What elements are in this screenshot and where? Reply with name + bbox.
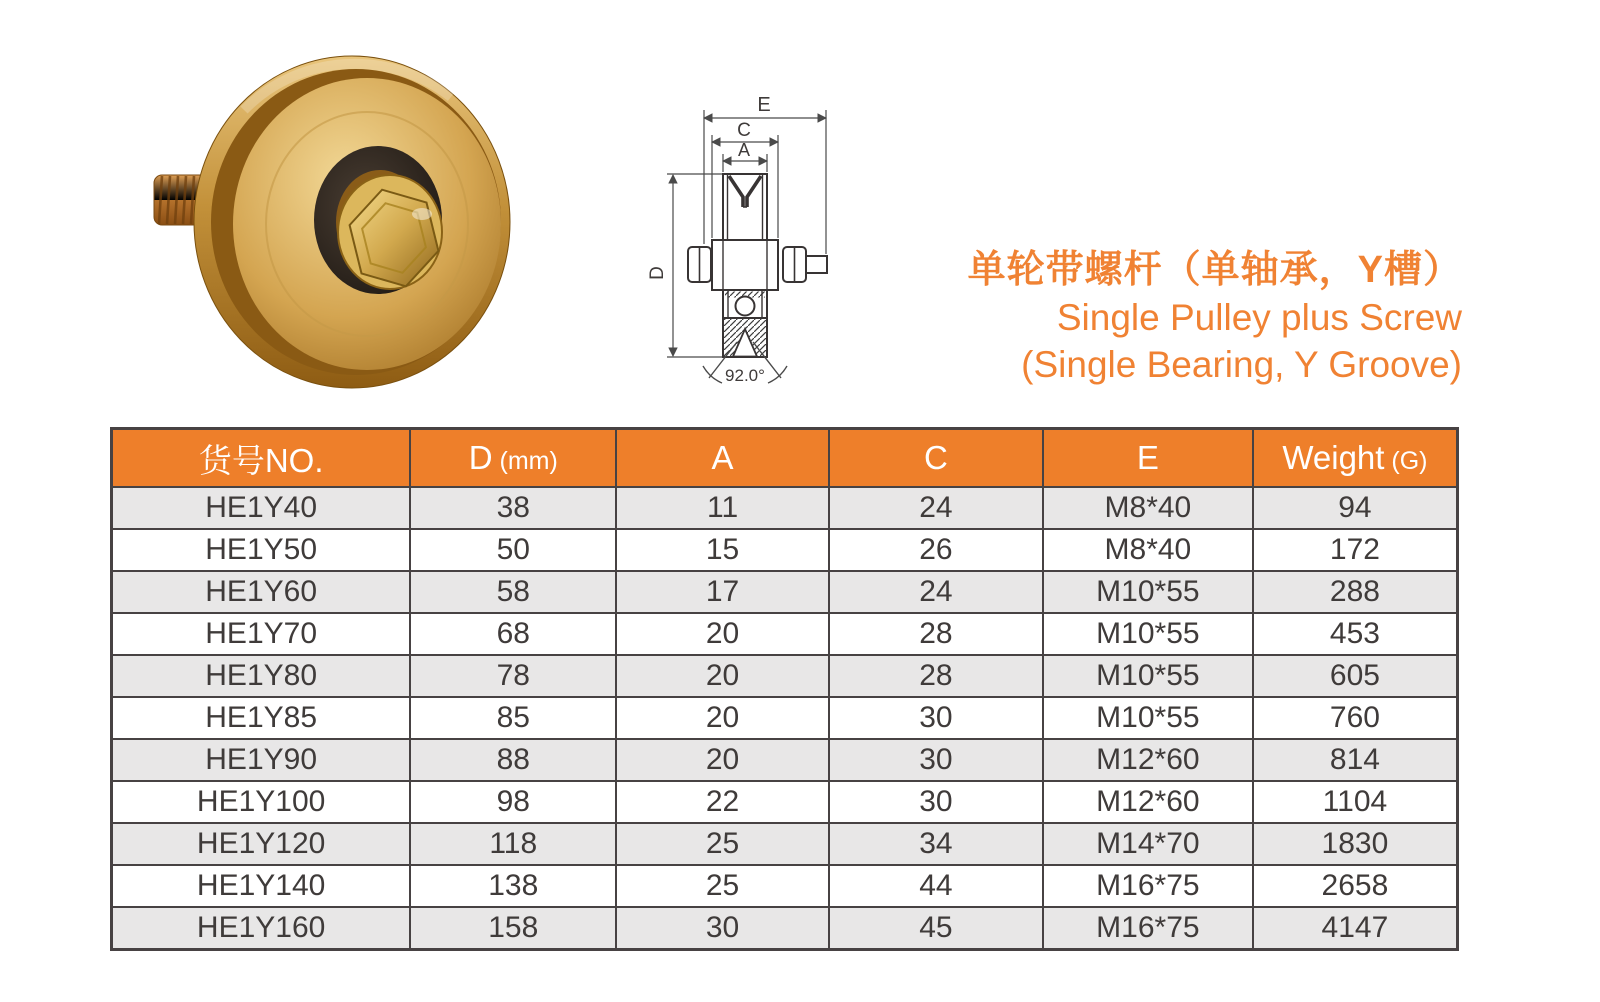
product-title-en-line2: (Single Bearing, Y Groove): [1021, 344, 1462, 385]
table-cell: 20: [616, 655, 829, 697]
table-cell: 30: [829, 697, 1043, 739]
table-cell: 25: [616, 823, 829, 865]
table-cell: 118: [410, 823, 616, 865]
table-cell: 30: [829, 739, 1043, 781]
table-cell: 28: [829, 655, 1043, 697]
table-cell: M10*55: [1043, 697, 1253, 739]
table-cell: 98: [410, 781, 616, 823]
table-cell: M16*75: [1043, 907, 1253, 950]
product-title-block: [968, 247, 1462, 388]
table-cell: 760: [1253, 697, 1458, 739]
product-title-zh: 单轮带螺杆（单轴承，Y槽）: [967, 249, 1462, 291]
table-cell: HE1Y40: [112, 487, 411, 529]
product-photo: [126, 32, 562, 404]
table-cell: 44: [829, 865, 1043, 907]
table-cell: HE1Y85: [112, 697, 411, 739]
table-cell: 172: [1253, 529, 1458, 571]
table-cell: 25: [616, 865, 829, 907]
table-cell: M16*75: [1043, 865, 1253, 907]
technical-drawing: [616, 80, 872, 396]
table-cell: HE1Y160: [112, 907, 411, 950]
table-row: [112, 781, 1458, 823]
table-cell: 94: [1253, 487, 1458, 529]
table-cell: M14*70: [1043, 823, 1253, 865]
table-cell: M8*40: [1043, 487, 1253, 529]
table-cell: 28: [829, 613, 1043, 655]
table-row: [112, 823, 1458, 865]
table-cell: 2658: [1253, 865, 1458, 907]
bearing-and-bolt: [314, 146, 442, 294]
table-cell: HE1Y80: [112, 655, 411, 697]
column-header: A: [616, 429, 829, 488]
table-cell: 20: [616, 697, 829, 739]
wheel-cross-section: [688, 174, 827, 357]
table-cell: 1104: [1253, 781, 1458, 823]
table-cell: 1830: [1253, 823, 1458, 865]
table-cell: 605: [1253, 655, 1458, 697]
table-cell: 68: [410, 613, 616, 655]
table-cell: HE1Y50: [112, 529, 411, 571]
table-cell: 11: [616, 487, 829, 529]
table-cell: 26: [829, 529, 1043, 571]
table-cell: M12*60: [1043, 781, 1253, 823]
table-cell: 45: [829, 907, 1043, 950]
column-header: C: [829, 429, 1043, 488]
table-cell: M10*55: [1043, 571, 1253, 613]
table-cell: 288: [1253, 571, 1458, 613]
column-header: D (mm): [410, 429, 616, 488]
table-cell: 58: [410, 571, 616, 613]
table-row: [112, 907, 1458, 950]
table-cell: 138: [410, 865, 616, 907]
dim-label-a: A: [737, 140, 751, 160]
table-cell: 30: [616, 907, 829, 950]
table-cell: 24: [829, 487, 1043, 529]
table-header-row: [112, 429, 1458, 488]
table-cell: 88: [410, 739, 616, 781]
table-cell: HE1Y140: [112, 865, 411, 907]
dim-label-e: E: [757, 94, 771, 116]
table-cell: M10*55: [1043, 655, 1253, 697]
table-row: [112, 487, 1458, 529]
table-cell: M10*55: [1043, 613, 1253, 655]
table-cell: 814: [1253, 739, 1458, 781]
table-cell: M12*60: [1043, 739, 1253, 781]
table-cell: 85: [410, 697, 616, 739]
table-cell: 30: [829, 781, 1043, 823]
table-cell: M8*40: [1043, 529, 1253, 571]
table-cell: HE1Y120: [112, 823, 411, 865]
table-row: [112, 571, 1458, 613]
table-cell: 78: [410, 655, 616, 697]
spec-table: [110, 427, 1459, 951]
table-cell: 158: [410, 907, 616, 950]
table-cell: HE1Y100: [112, 781, 411, 823]
table-row: [112, 697, 1458, 739]
dim-label-c: C: [737, 120, 751, 141]
table-cell: 34: [829, 823, 1043, 865]
table-cell: 453: [1253, 613, 1458, 655]
table-cell: HE1Y60: [112, 571, 411, 613]
table-cell: HE1Y90: [112, 739, 411, 781]
table-cell: 17: [616, 571, 829, 613]
table-body: [112, 487, 1458, 950]
table-row: [112, 655, 1458, 697]
column-header: 货号NO.: [112, 429, 411, 488]
table-cell: 20: [616, 739, 829, 781]
product-title-en-line1: Single Pulley plus Screw: [1056, 297, 1462, 338]
dim-label-d: D: [647, 266, 668, 280]
table-cell: HE1Y70: [112, 613, 411, 655]
table-cell: 15: [616, 529, 829, 571]
table-cell: 4147: [1253, 907, 1458, 950]
table-cell: 22: [616, 781, 829, 823]
table-row: [112, 529, 1458, 571]
table-cell: 50: [410, 529, 616, 571]
table-cell: 20: [616, 613, 829, 655]
column-header: E: [1043, 429, 1253, 488]
table-row: [112, 739, 1458, 781]
column-header: Weight (G): [1253, 429, 1458, 488]
table-row: [112, 613, 1458, 655]
angle-label: 92.0°: [725, 366, 765, 385]
table-cell: 38: [410, 487, 616, 529]
table-row: [112, 865, 1458, 907]
table-cell: 24: [829, 571, 1043, 613]
